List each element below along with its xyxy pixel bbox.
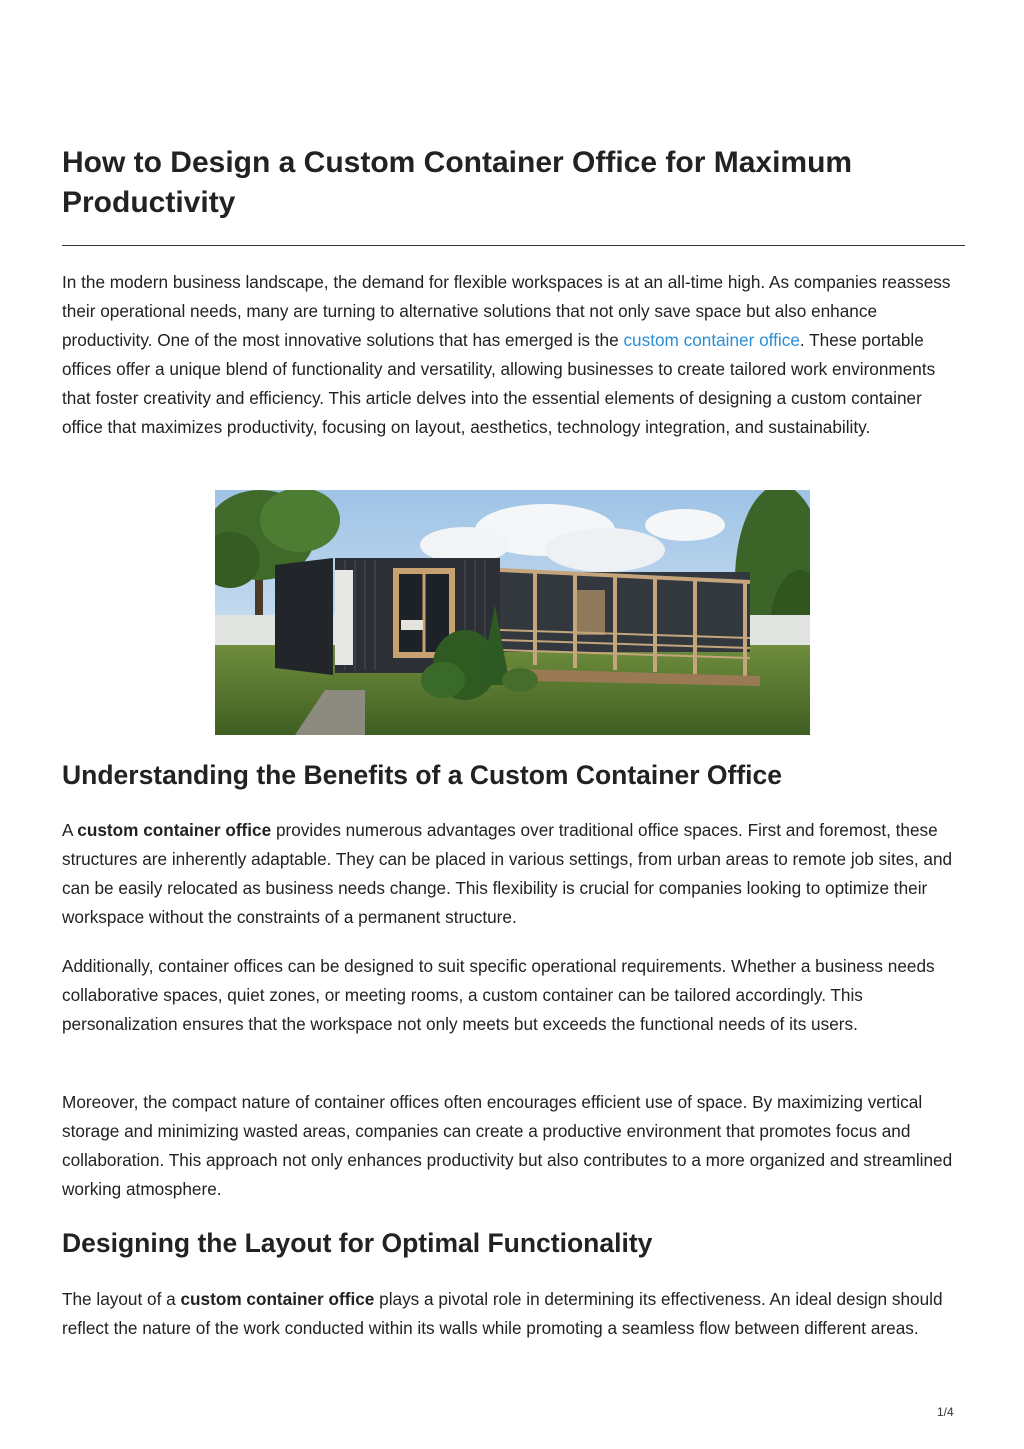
layout-p1-bold: custom container office [180,1289,375,1309]
benefits-paragraph-3: Moreover, the compact nature of container offices often encourages efficient use of space. By maximizing vertical storage and minimizing wasted areas, companies can create a productive environment that promotes focus and collaboration. This approach not only enhances productivity but also contributes to a more organized and streamlined working atmosphere. [62,1092,953,1199]
intro-paragraph [62,268,965,442]
page-number: 1/4 [937,1405,954,1419]
section-heading-benefits: Understanding the Benefits of a Custom Container Office [62,760,782,790]
intro-text-start: In the modern business landscape, the demand for flexible workspaces is at an all-time high. As companies reassess their operational needs, many are turning to alternative solutions that not only save space but also enhance productivity. One of the most innovative solutions that has emerged is the [62,272,951,350]
benefits-paragraph-2: Additionally, container offices can be designed to suit specific operational requirements. Whether a business needs collaborative spaces, quiet zones, or meeting rooms, a custom container can be tailored accordingly. This personalization ensures that the workspace not only meets but exceeds the functional needs of its users. [62,956,935,1034]
page-title: How to Design a Custom Container Office for Maximum Productivity [62,146,853,219]
layout-p1-rest: plays a pivotal role in determining its effectiveness. An ideal design should reflect the nature of the work conducted within its walls while promoting a seamless flow between different areas. [62,1289,943,1338]
container-office-image [215,490,810,735]
benefits-p1-rest: provides numerous advantages over traditional office spaces. First and foremost, these structures are inherently adaptable. They can be placed in various settings, from urban areas to remote job sites, and can be easily relocated as business needs change. This flexibility is crucial for companies looking to optimize their workspace without the constraints of a permanent structure. [62,820,953,927]
benefits-p1-bold: custom container office [77,820,272,840]
layout-paragraph-1 [62,1285,965,1343]
section-heading-layout: Designing the Layout for Optimal Functionality [62,1228,653,1258]
intro-text-end: . These portable offices offer a unique blend of functionality and versatility, allowing businesses to create tailored work environments that foster creativity and efficiency. This article delves into the essential elements of designing a custom container office that maximizes productivity, focusing on layout, aesthetics, technology integration, and sustainability. [62,330,936,437]
benefits-paragraph-1 [62,816,965,932]
custom-container-office-link[interactable]: custom container office [623,330,800,350]
benefits-p1-prefix: A [62,820,78,840]
layout-p1-prefix: The layout of a [62,1289,181,1309]
title-divider [62,245,965,246]
